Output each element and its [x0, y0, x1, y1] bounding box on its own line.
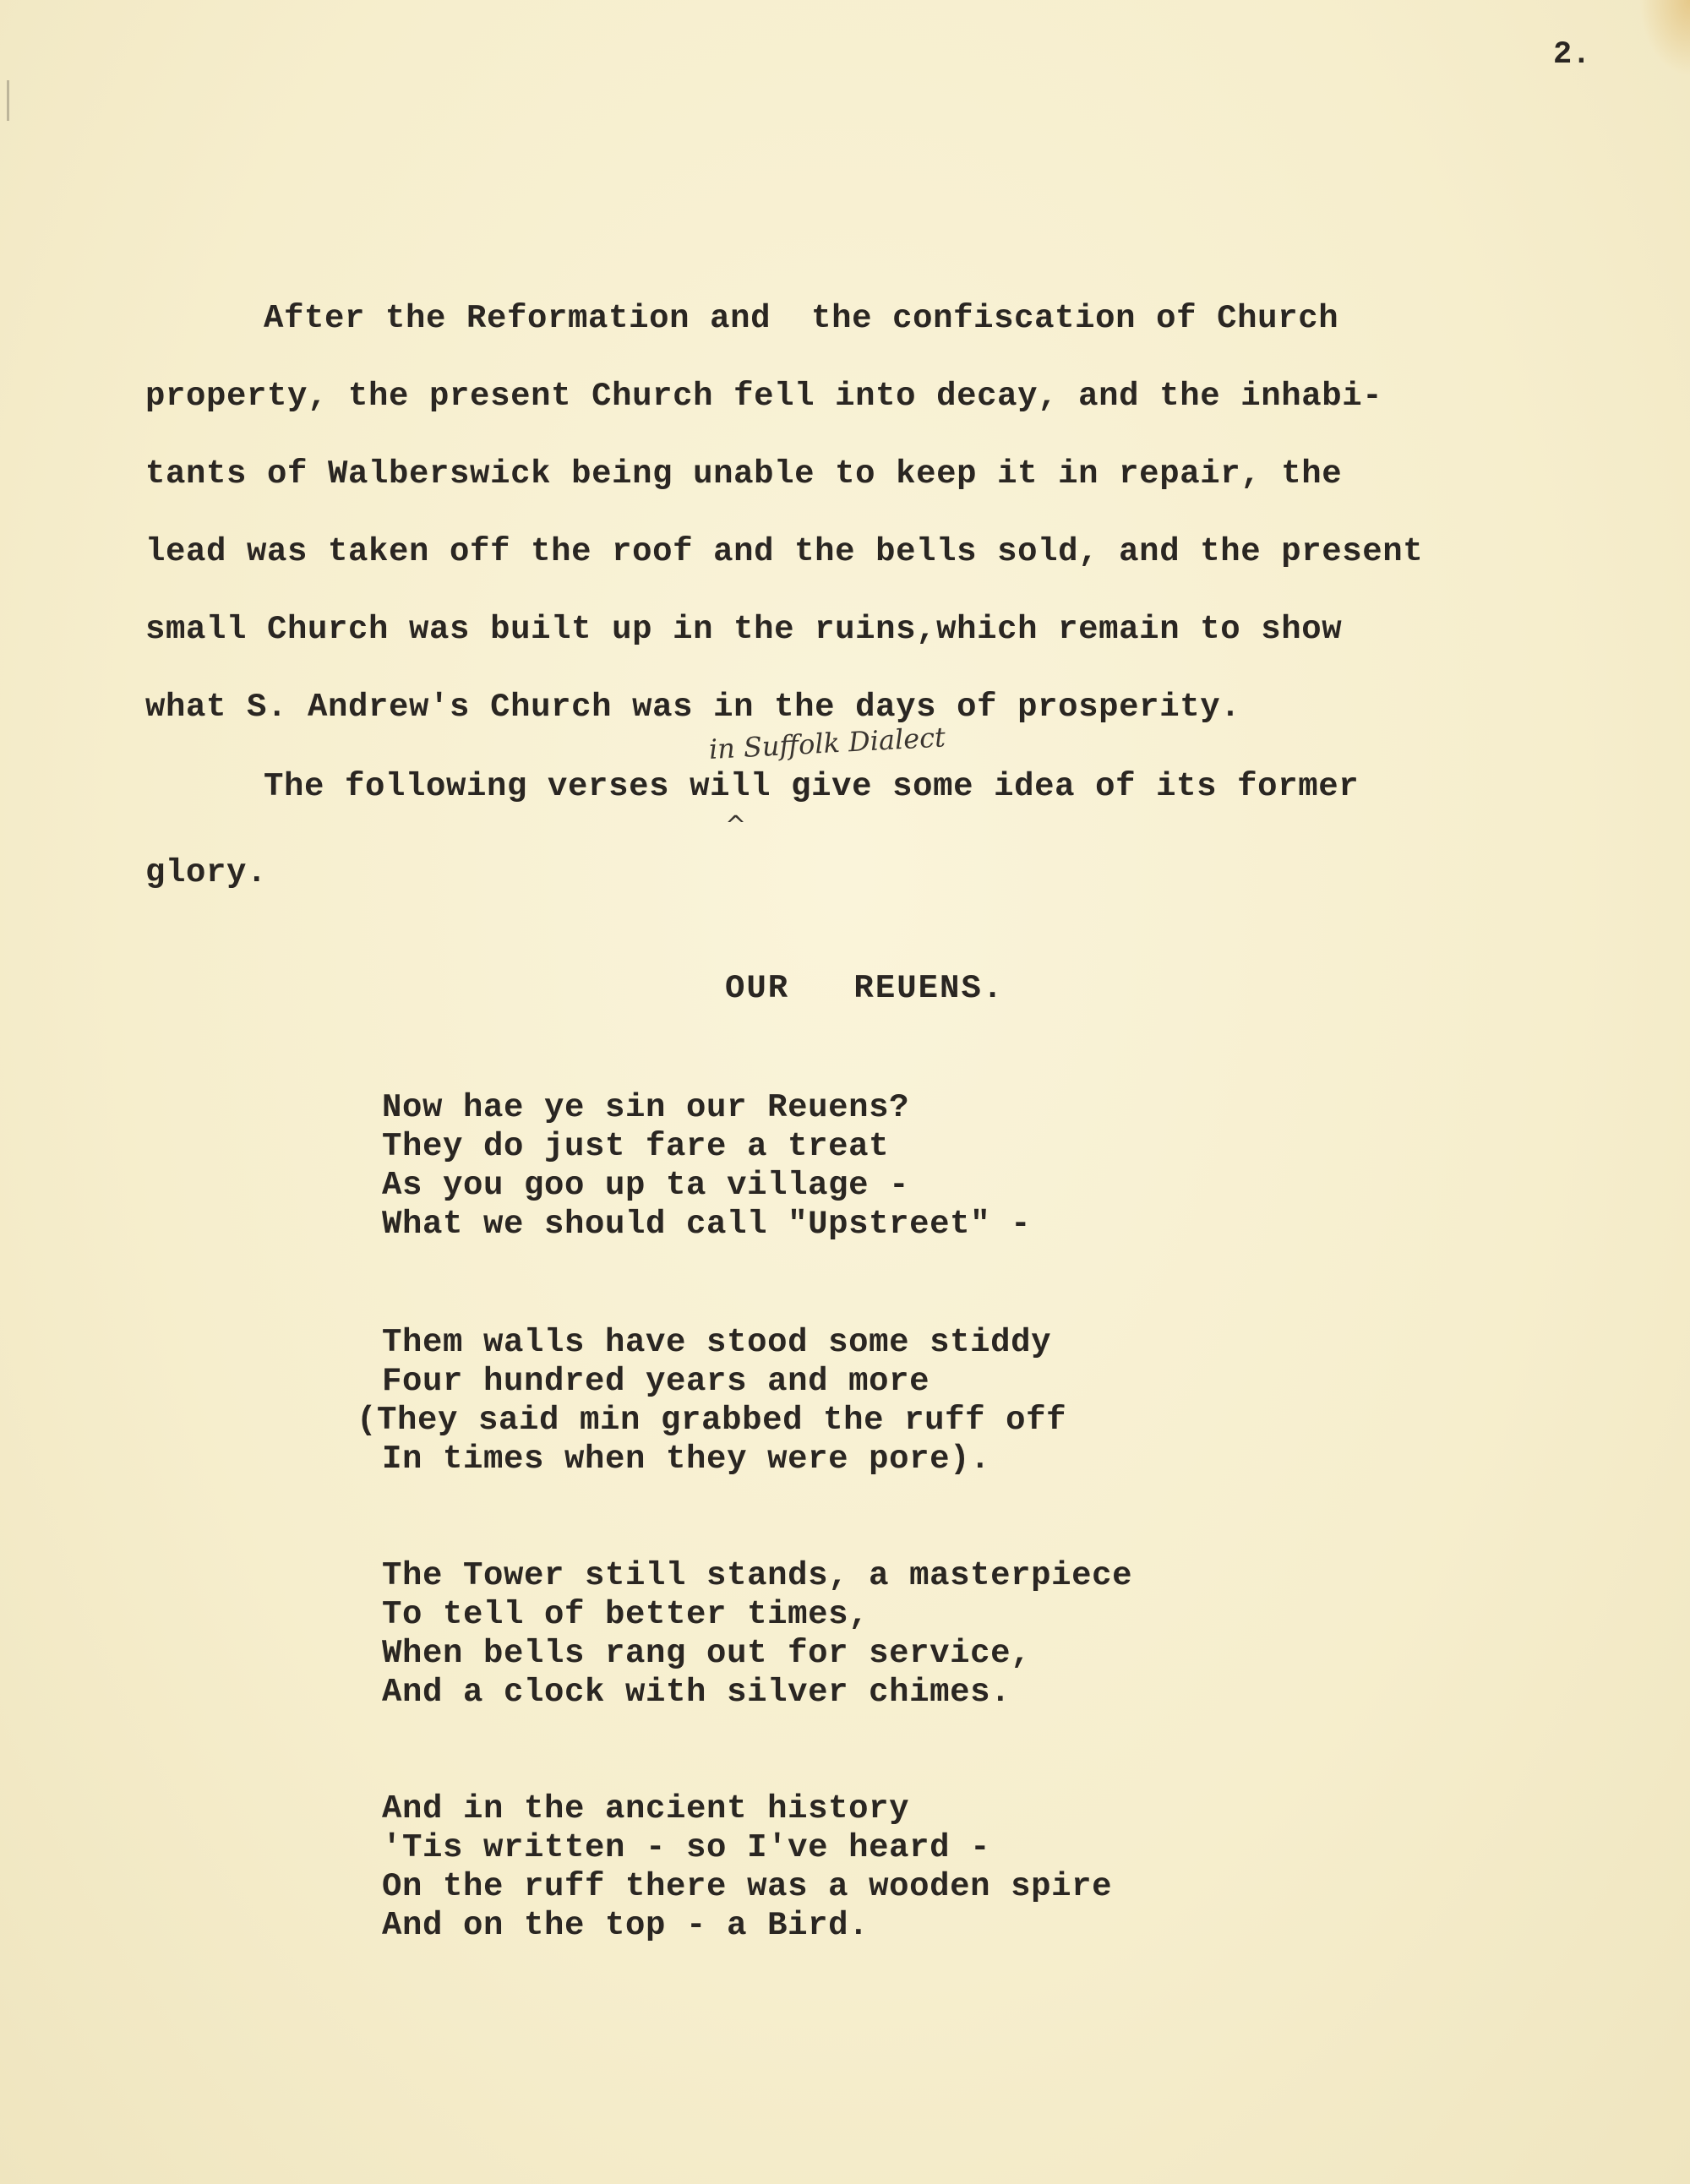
verse-line: They do just fare a treat	[382, 1128, 890, 1165]
verse-line: Now hae ye sin our Reuens?	[382, 1089, 910, 1126]
insertion-caret: ^	[725, 811, 747, 841]
margin-mark	[7, 80, 9, 121]
poem-stanza	[382, 1088, 1031, 1244]
verse-line: The Tower still stands, a masterpiece	[382, 1557, 1133, 1594]
verse-line: On the ruff there was a wooden spire	[382, 1868, 1113, 1905]
paper-stain	[1639, 0, 1690, 76]
prose-line: property, the present Church fell into decay, and the inhabi-	[145, 378, 1383, 415]
verse-line: 'Tis written - so I've heard -	[382, 1829, 991, 1866]
handwritten-insertion: in Suffolk Dialect	[708, 721, 946, 765]
prose-line: The following verses will give some idea of its former	[264, 768, 1360, 805]
verse-line: When bells rang out for service,	[382, 1635, 1032, 1672]
prose-line: lead was taken off the roof and the bells sold, and the present	[145, 533, 1424, 570]
verse-line: In times when they were pore).	[382, 1441, 991, 1478]
poem-title: OUR REUENS.	[725, 970, 1005, 1007]
verse-line: What we should call "Upstreet" -	[382, 1206, 1032, 1243]
verse-line: As you goo up ta village -	[382, 1167, 910, 1204]
verse-line: And in the ancient history	[382, 1790, 910, 1827]
poem-stanza	[382, 1556, 1132, 1712]
poem-stanza	[382, 1789, 1112, 1945]
verse-line: Four hundred years and more	[382, 1363, 930, 1400]
prose-line: small Church was built up in the ruins,which remain to show	[145, 611, 1343, 648]
page-number: 2.	[1553, 37, 1591, 73]
verse-line: Them walls have stood some stiddy	[382, 1324, 1052, 1361]
verse-line: To tell of better times,	[382, 1596, 870, 1633]
verse-line: And a clock with silver chimes.	[382, 1674, 1011, 1711]
prose-line: After the Reformation and the confiscation of Church	[264, 300, 1339, 337]
prose-line: tants of Walberswick being unable to keep it in repair, the	[145, 455, 1343, 493]
verse-line: (They said min grabbed the ruff off	[357, 1402, 1067, 1439]
poem-stanza	[357, 1323, 1067, 1479]
prose-line: what S. Andrew's Church was in the days of prosperity.	[145, 689, 1241, 726]
verse-line: And on the top - a Bird.	[382, 1907, 870, 1944]
prose-line: glory.	[145, 854, 268, 891]
